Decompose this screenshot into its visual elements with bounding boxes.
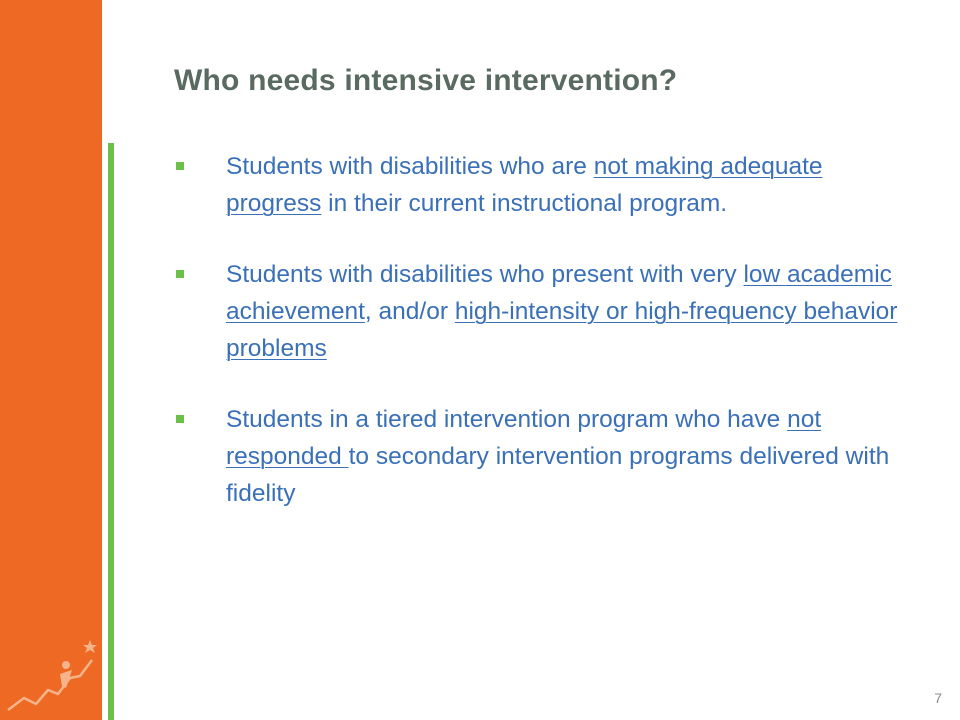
- bullet-emphasis-text: low academic achievement: [226, 261, 892, 325]
- left-sidebar-band: [0, 0, 102, 720]
- page-number: 7: [934, 690, 942, 706]
- bullet-text: , and/or: [364, 298, 455, 325]
- bullet-text: in their current instructional program.: [321, 190, 728, 217]
- bullet-emphasis-text: high-intensity or high-frequency behavior problems: [226, 298, 898, 362]
- bullet-text: to secondary intervention programs delivered with fidelity: [226, 443, 890, 507]
- bullet-item: [176, 401, 906, 512]
- bullet-text: Students with disabilities who present with very: [226, 261, 744, 288]
- bullet-item: [176, 148, 906, 222]
- bullet-text: Students in a tiered intervention program who have: [226, 406, 788, 433]
- bullet-emphasis-text: not responded: [226, 406, 822, 470]
- bullet-item: [176, 256, 906, 367]
- accent-divider-line: [108, 143, 114, 720]
- bullet-emphasis-text: not making adequate progress: [226, 153, 823, 217]
- square-bullet-icon: [176, 415, 184, 423]
- logo-icon: [0, 628, 102, 720]
- square-bullet-icon: [176, 270, 184, 278]
- bullet-list: [176, 148, 906, 512]
- bullet-text: Students with disabilities who are: [226, 153, 594, 180]
- square-bullet-icon: [176, 162, 184, 170]
- slide-title: Who needs intensive intervention?: [174, 64, 678, 97]
